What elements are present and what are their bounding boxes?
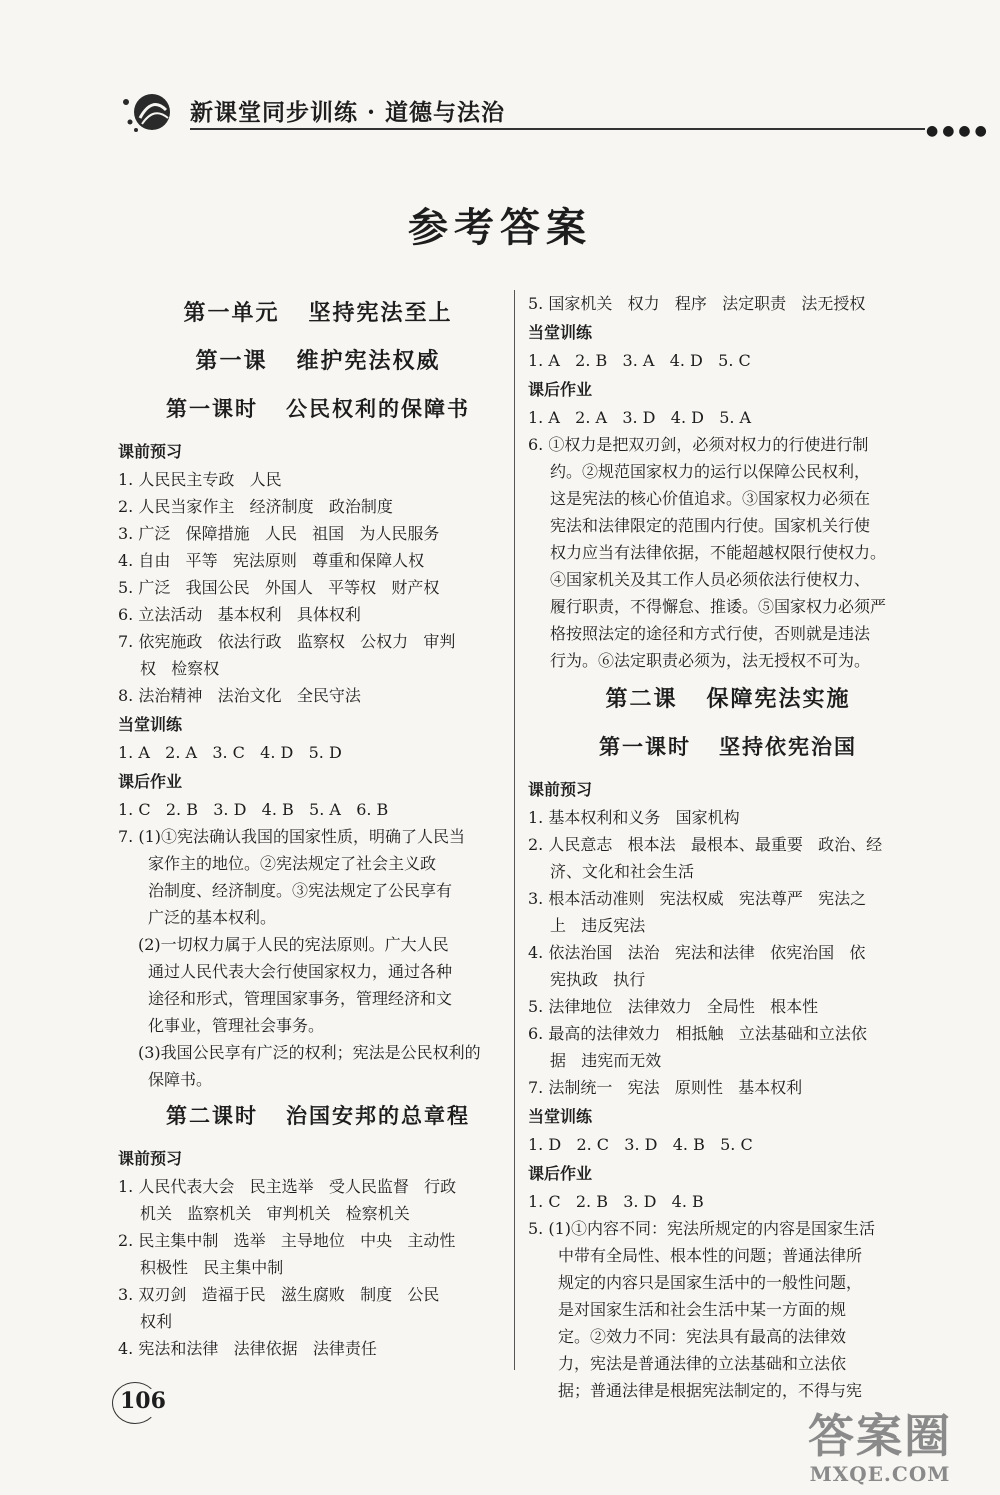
answer-line: 3. 广泛 保障措施 人民 祖国 为人民服务 [118, 524, 440, 543]
section-heading: 课前预习 [118, 442, 183, 461]
answer-line: 济、文化和社会生活 [550, 862, 695, 881]
header-title: 新课堂同步训练 · 道德与法治 [190, 99, 506, 126]
watermark-url: MXQE.COM [809, 1462, 951, 1486]
answer-line: 上 违反宪法 [550, 916, 646, 935]
section-heading: 课后作业 [528, 1164, 593, 1183]
period-title: 第二课时 治国安邦的总章程 [166, 1103, 470, 1128]
answer-line: (3)我国公民享有广泛的权利；宪法是公民权利的 [138, 1043, 481, 1062]
answer-line: 3. 根本活动准则 宪法权威 宪法尊严 宪法之 [528, 889, 867, 908]
section-heading: 课前预习 [528, 780, 593, 799]
answer-line: 宪法和法律限定的范围内行使。国家机关行使 [550, 516, 871, 535]
answer-line: 定。②效力不同：宪法具有最高的法律效 [558, 1327, 847, 1346]
answer-line: 7. 依宪施政 依法行政 监察权 公权力 审判 [118, 632, 456, 651]
right-column [528, 290, 928, 1404]
answer-line: 1. 人民代表大会 民主选举 受人民监督 行政 [118, 1177, 457, 1196]
watermark [790, 1410, 970, 1486]
answer-line: 4. 宪法和法律 法律依据 法律责任 [118, 1339, 377, 1358]
page-number-text: 106 [120, 1388, 166, 1414]
answer-line: 1. A 2. B 3. A 4. D 5. C [528, 351, 751, 370]
answer-line: 力，宪法是普通法律的立法基础和立法依 [558, 1354, 847, 1373]
answer-line: 6. ①权力是把双刃剑，必须对权力的行使进行制 [528, 435, 869, 454]
page-header [118, 78, 991, 139]
answer-line: 1. 基本权利和义务 国家机构 [528, 808, 740, 827]
answer-line: 履行职责，不得懈怠、推诿。⑤国家权力必须严 [550, 597, 887, 616]
answer-line: 治制度、经济制度。③宪法规定了公民享有 [148, 881, 453, 900]
answer-line: 约。②规范国家权力的运行以保障公民权利， [550, 462, 871, 481]
answer-line: 4. 自由 平等 宪法原则 尊重和保障人权 [118, 551, 425, 570]
answer-line: 是对国家生活和社会生活中某一方面的规 [558, 1300, 847, 1319]
answer-line: 行为。⑥法定职责必须为，法无授权不可为。 [550, 651, 871, 670]
answer-line: 5. 广泛 我国公民 外国人 平等权 财产权 [118, 578, 440, 597]
section-heading: 课前预习 [118, 1149, 183, 1168]
answer-line: 1. A 2. A 3. D 4. D 5. A [528, 408, 752, 427]
left-column [118, 290, 518, 1362]
answer-line: 3. 双刃剑 造福于民 滋生腐败 制度 公民 [118, 1285, 440, 1304]
answer-line: 保障书。 [148, 1070, 213, 1089]
answer-line: 5. (1)①内容不同：宪法所规定的内容是国家生活 [528, 1219, 876, 1238]
unit-title: 第一单元 坚持宪法至上 [183, 300, 453, 326]
answer-line: 1. D 2. C 3. D 4. B 5. C [528, 1135, 753, 1154]
header-dots: ●●●● [926, 123, 991, 139]
section-heading: 课后作业 [118, 772, 183, 791]
book-logo-icon [118, 88, 182, 136]
answer-line: (2)一切权力属于人民的宪法原则。广大人民 [138, 935, 449, 954]
answer-line: 权利 [140, 1312, 173, 1331]
lesson-title: 第一课 维护宪法权威 [195, 348, 441, 374]
answer-line: 据；普通法律是根据宪法制定的，不得与宪 [558, 1381, 863, 1400]
answer-line: 4. 依法治国 法治 宪法和法律 依宪治国 依 [528, 943, 866, 962]
answer-line: 通过人民代表大会行使国家权力，通过各种 [148, 962, 453, 981]
answer-line: 2. 民主集中制 选举 主导地位 中央 主动性 [118, 1231, 456, 1250]
answer-line: 1. A 2. A 3. C 4. D 5. D [118, 743, 342, 762]
answer-line: 7. 法制统一 宪法 原则性 基本权利 [528, 1078, 803, 1097]
watermark-logo: 答案圈 [808, 1409, 952, 1463]
answer-line: 格按照法定的途径和方式行使，否则就是违法 [550, 624, 871, 643]
answer-line: 宪执政 执行 [550, 970, 646, 989]
answer-line: 权 检察权 [140, 659, 220, 678]
answer-line: 7. (1)①宪法确认我国的国家性质，明确了人民当 [118, 827, 466, 846]
lesson-title: 第二课 保障宪法实施 [605, 686, 851, 712]
answer-line: 这是宪法的核心价值追求。③国家权力必须在 [550, 489, 871, 508]
answer-line: 规定的内容只是国家生活中的一般性问题， [558, 1273, 863, 1292]
section-heading: 当堂训练 [528, 1107, 593, 1126]
answer-line: 8. 法治精神 法治文化 全民守法 [118, 686, 361, 705]
section-heading: 当堂训练 [528, 323, 593, 342]
answer-line: 2. 人民当家作主 经济制度 政治制度 [118, 497, 393, 516]
answer-line: 5. 国家机关 权力 程序 法定职责 法无授权 [528, 294, 866, 313]
page-title: 参考答案 [408, 204, 592, 251]
answer-line: 机关 监察机关 审判机关 检察机关 [140, 1204, 410, 1223]
period-title: 第一课时 坚持依宪治国 [599, 734, 857, 759]
answer-line: 中带有全局性、根本性的问题；普通法律所 [558, 1246, 863, 1265]
answer-line: ④国家机关及其工作人员必须依法行使权力、 [550, 570, 871, 589]
answer-line: 积极性 民主集中制 [140, 1258, 284, 1277]
answer-line: 1. 人民民主专政 人民 [118, 470, 282, 489]
answer-line: 化事业，管理社会事务。 [148, 1016, 325, 1035]
period-title: 第一课时 公民权利的保障书 [166, 396, 470, 421]
answer-line: 广泛的基本权利。 [148, 908, 277, 927]
page-number [120, 1388, 166, 1414]
answer-line: 家作主的地位。②宪法规定了社会主义政 [148, 854, 437, 873]
answer-line: 6. 立法活动 基本权利 具体权利 [118, 605, 361, 624]
section-heading: 课后作业 [528, 380, 593, 399]
section-heading: 当堂训练 [118, 715, 183, 734]
answer-line: 1. C 2. B 3. D 4. B [528, 1192, 704, 1211]
answer-line: 途径和形式，管理国家事务，管理经济和文 [148, 989, 453, 1008]
header-rule [190, 128, 925, 130]
page-number-circle [112, 1382, 158, 1424]
answer-line: 5. 法律地位 法律效力 全局性 根本性 [528, 997, 819, 1016]
answer-line: 2. 人民意志 根本法 最根本、最重要 政治、经 [528, 835, 883, 854]
answer-line: 6. 最高的法律效力 相抵触 立法基础和立法依 [528, 1024, 867, 1043]
answer-line: 据 违宪而无效 [550, 1051, 662, 1070]
answer-line: 权力应当有法律依据，不能超越权限行使权力。 [550, 543, 887, 562]
answer-line: 1. C 2. B 3. D 4. B 5. A 6. B [118, 800, 389, 819]
